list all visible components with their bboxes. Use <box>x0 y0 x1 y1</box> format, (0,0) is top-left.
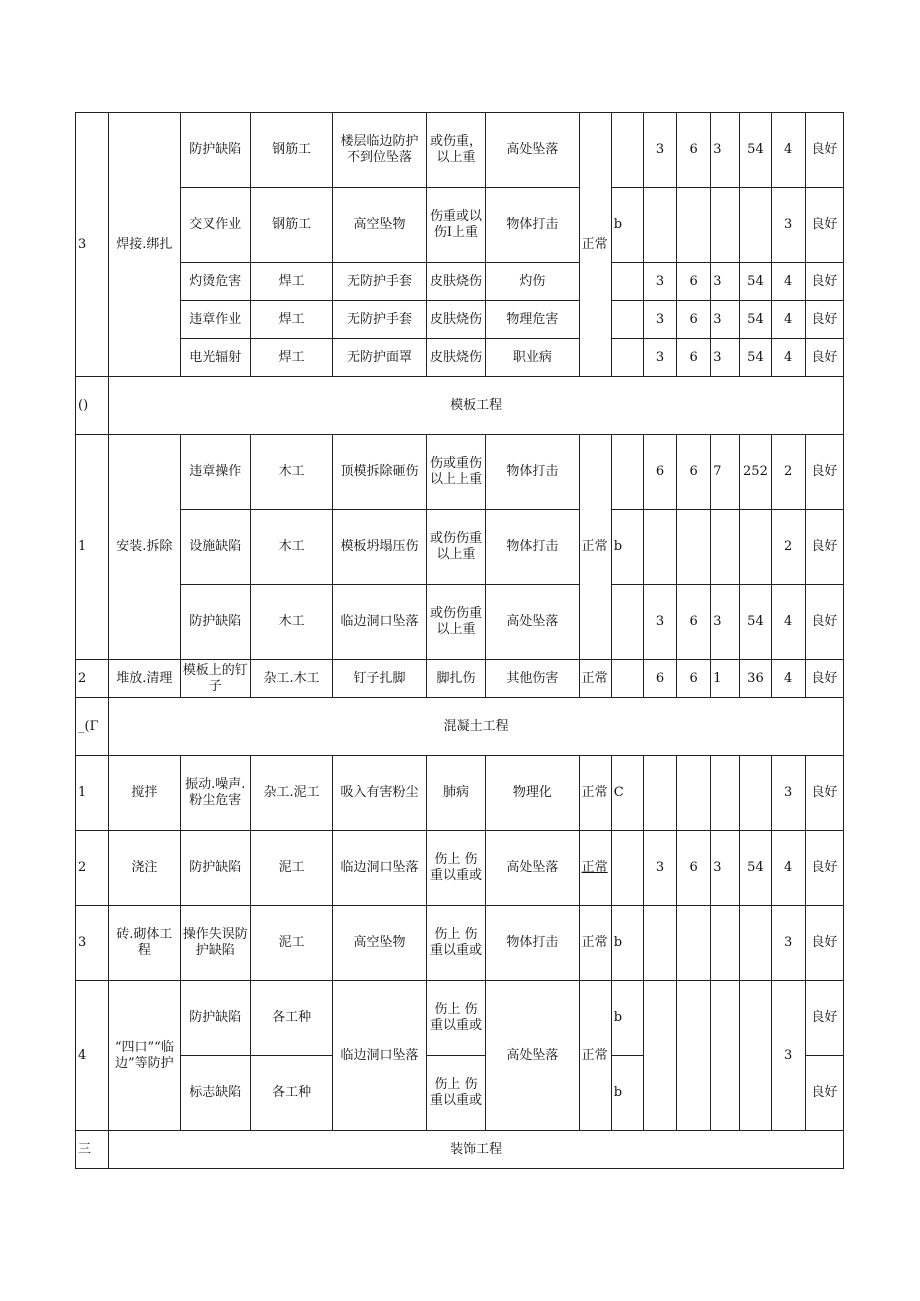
hazard-cell: 电光辐射 <box>180 339 250 377</box>
e-cell: 6 <box>677 113 711 188</box>
e-cell: 6 <box>677 301 711 339</box>
consequence-cell: 脚扎伤 <box>426 660 485 698</box>
cause-cell: 高空坠物 <box>333 906 426 981</box>
sub-cell <box>611 339 643 377</box>
hazard-cell: 灼烫危害 <box>180 263 250 301</box>
l-cell: 3 <box>643 831 676 906</box>
eval-cell: 良好 <box>805 188 843 263</box>
e-cell <box>677 906 711 981</box>
cause-cell: 临边洞口坠落 <box>333 585 426 660</box>
eval-cell: 良好 <box>805 263 843 301</box>
hazard-cell: 交叉作业 <box>180 188 250 263</box>
section-number: () <box>76 377 109 435</box>
consequence-cell: 伤上 伤重以重或 <box>426 906 485 981</box>
eval-cell: 良好 <box>805 660 843 698</box>
cause-cell: 无防护面罩 <box>333 339 426 377</box>
c-cell: 7 <box>711 435 740 510</box>
level-cell: 2 <box>771 510 805 585</box>
table-row <box>76 188 844 263</box>
e-cell: 6 <box>677 339 711 377</box>
consequence-cell: 或伤伤重以上重 <box>426 585 485 660</box>
cause-cell: 高空坠物 <box>333 188 426 263</box>
table-row <box>76 585 844 660</box>
c-cell <box>711 756 740 831</box>
eval-cell: 良好 <box>805 1056 843 1131</box>
activity-cell: 堆放.清理 <box>109 660 180 698</box>
level-cell: 3 <box>771 188 805 263</box>
section-number: 三 <box>76 1131 109 1169</box>
hazard-cell: 防护缺陷 <box>180 831 250 906</box>
crew-cell: 焊工 <box>250 301 332 339</box>
crew-cell: 钢筋工 <box>250 188 332 263</box>
consequence-cell: 伤上 伤重以重或 <box>426 981 485 1056</box>
c-cell: 3 <box>711 339 740 377</box>
l-cell: 3 <box>643 263 676 301</box>
cause-cell: 钉子扎脚 <box>333 660 426 698</box>
consequence-cell: 伤重或以伤I上重 <box>426 188 485 263</box>
cause-cell: 顶模拆除砸伤 <box>333 435 426 510</box>
cause-cell: 临边洞口坠落 <box>333 831 426 906</box>
activity-cell: “四口”“临边”等防护 <box>109 981 180 1131</box>
c-cell <box>711 188 740 263</box>
hazard-cell: 操作失误防护缺陷 <box>180 906 250 981</box>
d-cell <box>740 510 771 585</box>
row-number: 2 <box>76 831 109 906</box>
e-cell: 6 <box>677 263 711 301</box>
c-cell: 3 <box>711 585 740 660</box>
accident-cell: 其他伤害 <box>486 660 579 698</box>
table-row <box>76 906 844 981</box>
eval-cell: 良好 <box>805 113 843 188</box>
section-row <box>76 698 844 756</box>
l-cell: 3 <box>643 585 676 660</box>
activity-cell: 浇注 <box>109 831 180 906</box>
eval-cell: 良好 <box>805 831 843 906</box>
sub-cell <box>611 831 643 906</box>
consequence-cell: 或伤伤重以上重 <box>426 510 485 585</box>
state-cell: 正常 <box>579 906 611 981</box>
l-cell <box>643 510 676 585</box>
accident-cell: 高处坠落 <box>486 585 579 660</box>
consequence-cell: 伤上 伤重以重或 <box>426 1056 485 1131</box>
c-cell: 3 <box>711 263 740 301</box>
row-number: 4 <box>76 981 109 1131</box>
d-cell: 252 <box>740 435 771 510</box>
state-cell: 正常 <box>579 113 611 377</box>
accident-cell: 物体打击 <box>486 188 579 263</box>
crew-cell: 木工 <box>250 585 332 660</box>
crew-cell: 木工 <box>250 435 332 510</box>
e-cell: 6 <box>677 435 711 510</box>
consequence-cell: 皮肤烧伤 <box>426 301 485 339</box>
l-cell: 3 <box>643 301 676 339</box>
hazard-cell: 违章操作 <box>180 435 250 510</box>
c-cell: 3 <box>711 301 740 339</box>
hazard-cell: 防护缺陷 <box>180 981 250 1056</box>
section-title: 混凝土工程 <box>109 698 844 756</box>
eval-cell: 良好 <box>805 510 843 585</box>
eval-cell: 良好 <box>805 981 843 1056</box>
cause-cell: 楼层临边防护不到位坠落 <box>333 113 426 188</box>
crew-cell: 杂工.泥工 <box>250 756 332 831</box>
cause-cell: 吸入有害粉尘 <box>333 756 426 831</box>
sub-cell: b <box>611 510 643 585</box>
eval-cell: 良好 <box>805 301 843 339</box>
d-cell <box>740 756 771 831</box>
sub-cell: b <box>611 981 643 1056</box>
table-row <box>76 301 844 339</box>
l-cell <box>643 906 676 981</box>
e-cell <box>677 510 711 585</box>
consequence-cell: 或伤重，以上重 <box>426 113 485 188</box>
level-cell: 4 <box>771 113 805 188</box>
activity-cell: 安装.拆除 <box>109 435 180 660</box>
c-cell: 3 <box>711 831 740 906</box>
hazard-cell: 标志缺陷 <box>180 1056 250 1131</box>
section-title: 装饰工程 <box>109 1131 844 1169</box>
e-cell: 6 <box>677 831 711 906</box>
d-cell: 54 <box>740 831 771 906</box>
consequence-cell: 肺病 <box>426 756 485 831</box>
row-number: 2 <box>76 660 109 698</box>
sub-cell: b <box>611 1056 643 1131</box>
level-cell: 4 <box>771 301 805 339</box>
l-cell: 6 <box>643 435 676 510</box>
c-cell <box>711 906 740 981</box>
crew-cell: 各工种 <box>250 981 332 1056</box>
activity-cell: 砖.砌体工程 <box>109 906 180 981</box>
state-cell: 正常 <box>579 756 611 831</box>
e-cell: 6 <box>677 660 711 698</box>
table-row <box>76 263 844 301</box>
sub-cell <box>611 435 643 510</box>
consequence-cell: 伤或重伤以上上重 <box>426 435 485 510</box>
accident-cell: 高处坠落 <box>486 981 579 1131</box>
table-row <box>76 339 844 377</box>
e-cell <box>677 756 711 831</box>
hazard-cell: 违章作业 <box>180 301 250 339</box>
c-cell <box>711 510 740 585</box>
l-cell: 6 <box>643 660 676 698</box>
sub-cell <box>611 263 643 301</box>
accident-cell: 灼伤 <box>486 263 579 301</box>
state-cell: 正常 <box>579 435 611 660</box>
cause-cell: 临边洞口坠落 <box>333 981 426 1131</box>
accident-cell: 高处坠落 <box>486 113 579 188</box>
level-cell: 4 <box>771 339 805 377</box>
crew-cell: 钢筋工 <box>250 113 332 188</box>
activity-cell: 搅拌 <box>109 756 180 831</box>
accident-cell: 物理化 <box>486 756 579 831</box>
hazard-cell: 防护缺陷 <box>180 113 250 188</box>
level-cell: 3 <box>771 981 805 1131</box>
accident-cell: 职业病 <box>486 339 579 377</box>
hazard-cell: 防护缺陷 <box>180 585 250 660</box>
level-cell: 4 <box>771 585 805 660</box>
table-row <box>76 435 844 510</box>
table-row <box>76 113 844 188</box>
d-cell <box>740 188 771 263</box>
l-cell <box>643 188 676 263</box>
level-cell: 3 <box>771 756 805 831</box>
table-row <box>76 756 844 831</box>
state-cell: 正常 <box>579 660 611 698</box>
e-cell <box>677 188 711 263</box>
section-row <box>76 377 844 435</box>
sub-cell: b <box>611 906 643 981</box>
crew-cell: 泥工 <box>250 906 332 981</box>
consequence-cell: 伤上 伤重以重或 <box>426 831 485 906</box>
accident-cell: 物体打击 <box>486 435 579 510</box>
level-cell: 4 <box>771 263 805 301</box>
section-number: _(Γ <box>76 698 109 756</box>
crew-cell: 泥工 <box>250 831 332 906</box>
e-cell: 6 <box>677 585 711 660</box>
sub-cell: C <box>611 756 643 831</box>
d-cell: 54 <box>740 263 771 301</box>
cause-cell: 模板坍塌压伤 <box>333 510 426 585</box>
activity-cell: 焊接.绑扎 <box>109 113 180 377</box>
d-cell <box>740 981 771 1131</box>
level-cell: 4 <box>771 831 805 906</box>
table-row <box>76 660 844 698</box>
sub-cell <box>611 301 643 339</box>
accident-cell: 物理危害 <box>486 301 579 339</box>
hazard-cell: 设施缺陷 <box>180 510 250 585</box>
l-cell: 3 <box>643 339 676 377</box>
eval-cell: 良好 <box>805 435 843 510</box>
crew-cell: 各工种 <box>250 1056 332 1131</box>
sub-cell <box>611 113 643 188</box>
accident-cell: 物体打击 <box>486 906 579 981</box>
table-row <box>76 981 844 1056</box>
state-cell <box>579 831 611 906</box>
level-cell: 3 <box>771 906 805 981</box>
level-cell: 4 <box>771 660 805 698</box>
d-cell: 54 <box>740 301 771 339</box>
hazard-table <box>75 112 844 1169</box>
row-number: 3 <box>76 906 109 981</box>
row-number: 3 <box>76 113 109 377</box>
e-cell <box>677 981 711 1131</box>
cause-cell: 无防护手套 <box>333 301 426 339</box>
eval-cell: 良好 <box>805 756 843 831</box>
row-number: 1 <box>76 756 109 831</box>
accident-cell: 物体打击 <box>486 510 579 585</box>
sub-cell: b <box>611 188 643 263</box>
consequence-cell: 皮肤烧伤 <box>426 339 485 377</box>
eval-cell: 良好 <box>805 906 843 981</box>
d-cell: 54 <box>740 339 771 377</box>
l-cell <box>643 756 676 831</box>
l-cell: 3 <box>643 113 676 188</box>
c-cell <box>711 981 740 1131</box>
sub-cell <box>611 585 643 660</box>
consequence-cell: 皮肤烧伤 <box>426 263 485 301</box>
state-text: 正常 <box>581 860 608 875</box>
section-title: 模板工程 <box>109 377 844 435</box>
l-cell <box>643 981 676 1131</box>
d-cell <box>740 906 771 981</box>
crew-cell: 杂工.木工 <box>250 660 332 698</box>
d-cell: 54 <box>740 585 771 660</box>
d-cell: 36 <box>740 660 771 698</box>
crew-cell: 焊工 <box>250 339 332 377</box>
state-cell: 正常 <box>579 981 611 1131</box>
crew-cell: 焊工 <box>250 263 332 301</box>
eval-cell: 良好 <box>805 339 843 377</box>
d-cell: 54 <box>740 113 771 188</box>
c-cell: 3 <box>711 113 740 188</box>
section-row <box>76 1131 844 1169</box>
table-row <box>76 831 844 906</box>
table-row <box>76 510 844 585</box>
cause-cell: 无防护手套 <box>333 263 426 301</box>
accident-cell: 高处坠落 <box>486 831 579 906</box>
row-number: 1 <box>76 435 109 660</box>
hazard-cell: 振动.噪声.粉尘危害 <box>180 756 250 831</box>
hazard-cell: 模板上的钉子 <box>180 660 250 698</box>
crew-cell: 木工 <box>250 510 332 585</box>
c-cell: 1 <box>711 660 740 698</box>
eval-cell: 良好 <box>805 585 843 660</box>
sub-cell <box>611 660 643 698</box>
level-cell: 2 <box>771 435 805 510</box>
